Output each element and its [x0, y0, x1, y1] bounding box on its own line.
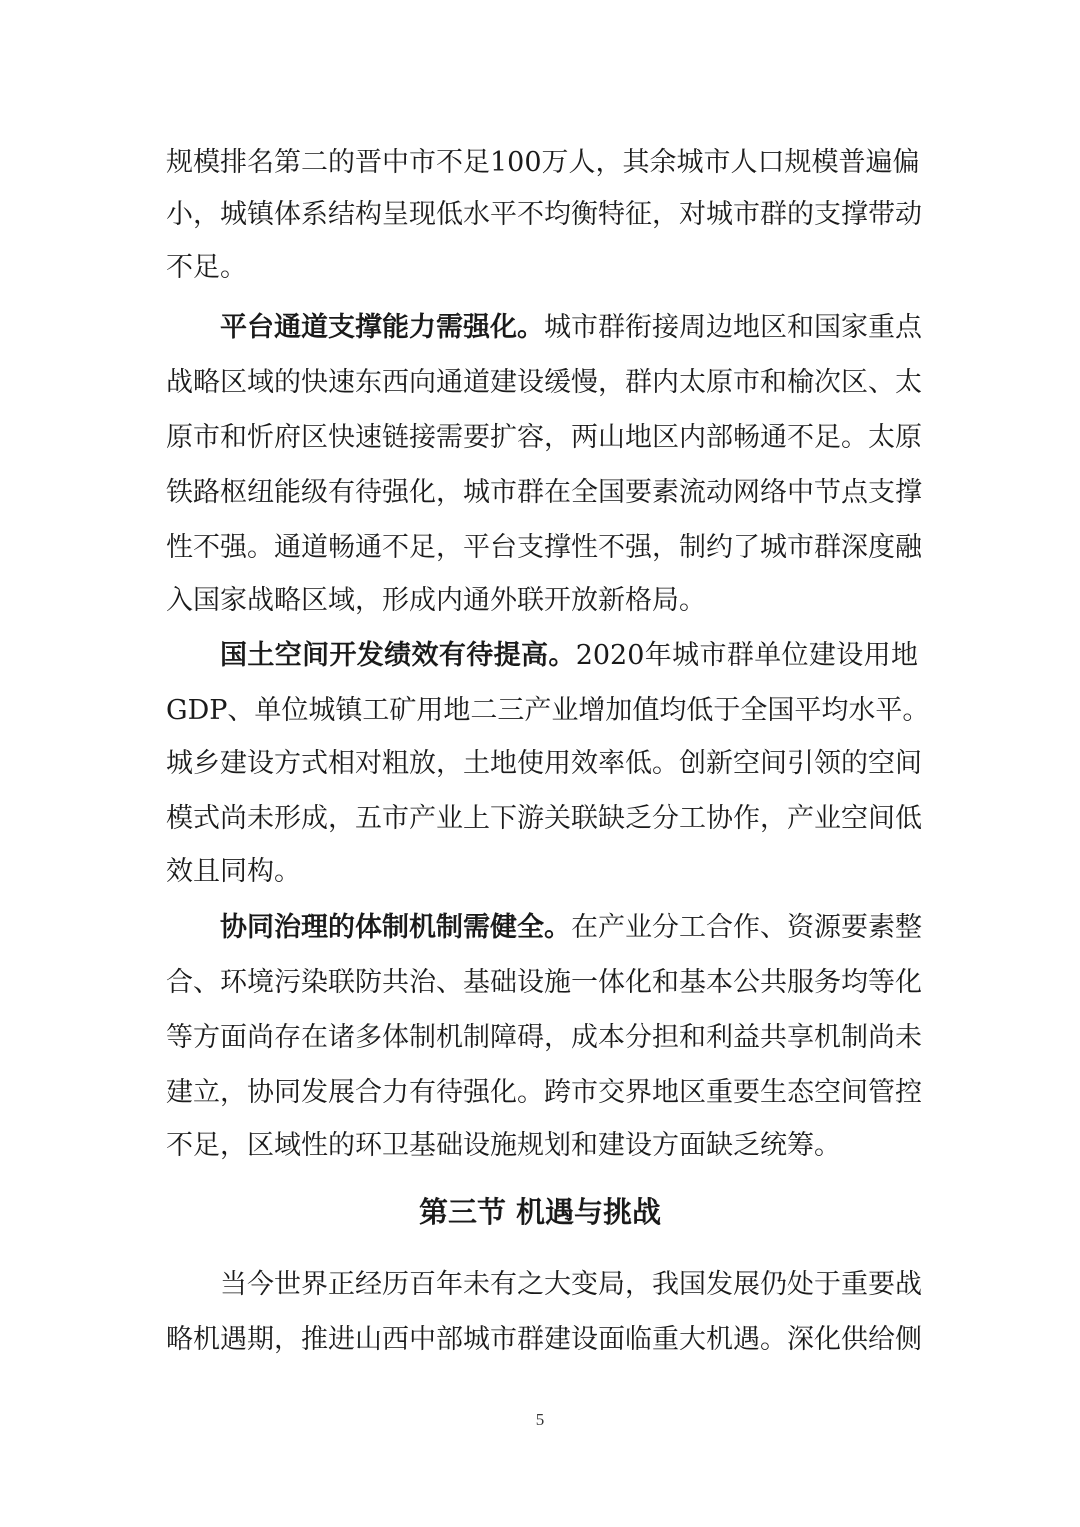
paragraph-4-line-5: 不足，区域性的环卫基础设施规划和建设方面缺乏统筹。 — [166, 1130, 841, 1161]
paragraph-2-line-4: 铁路枢纽能级有待强化，城市群在全国要素流动网络中节点支撑 — [166, 477, 922, 508]
paragraph-3-line-2: GDP、单位城镇工矿用地二三产业增加值均低于全国平均水平。 — [166, 695, 930, 726]
paragraph-3-line-5: 效且同构。 — [166, 856, 301, 887]
paragraph-1-line-2: 小，城镇体系结构呈现低水平不均衡特征，对城市群的支撑带动 — [166, 199, 922, 230]
paragraph-2-lead: 平台通道支撑能力需强化。 — [220, 312, 544, 343]
paragraph-4-line-1 — [220, 911, 922, 945]
paragraph-2-line-5: 性不强。通道畅通不足，平台支撑性不强，制约了城市群深度融 — [166, 532, 922, 563]
paragraph-1-line-1: 规模排名第二的晋中市不足100万人，其余城市人口规模普遍偏 — [166, 147, 920, 178]
paragraph-4-line-1-text: 在产业分工合作、资源要素整 — [571, 912, 922, 943]
paragraph-5-line-2: 略机遇期，推进山西中部城市群建设面临重大机遇。深化供给侧 — [166, 1324, 922, 1355]
paragraph-1-line-3: 不足。 — [166, 252, 247, 283]
paragraph-3-line-1-text: 2020年城市群单位建设用地 — [575, 640, 919, 671]
page-number: 5 — [535, 1410, 545, 1429]
paragraph-3-line-4: 模式尚未形成，五市产业上下游关联缺乏分工协作，产业空间低 — [166, 803, 922, 834]
paragraph-2-line-6: 入国家战略区域，形成内通外联开放新格局。 — [166, 585, 706, 616]
paragraph-4-line-2: 合、环境污染联防共治、基础设施一体化和基本公共服务均等化 — [166, 967, 922, 998]
paragraph-4-line-4: 建立，协同发展合力有待强化。跨市交界地区重要生态空间管控 — [166, 1077, 922, 1108]
paragraph-2-line-1 — [220, 311, 922, 345]
paragraph-2-line-3: 原市和忻府区快速链接需要扩容，两山地区内部畅通不足。太原 — [166, 422, 922, 453]
paragraph-3-line-3: 城乡建设方式相对粗放，土地使用效率低。创新空间引领的空间 — [166, 748, 922, 779]
paragraph-2-line-1-text: 城市群衔接周边地区和国家重点 — [544, 312, 922, 343]
section-heading: 第三节 机遇与挑战 — [418, 1195, 662, 1229]
paragraph-2-line-2: 战略区域的快速东西向通道建设缓慢，群内太原市和榆次区、太 — [166, 367, 922, 398]
paragraph-4-lead: 协同治理的体制机制需健全。 — [220, 912, 571, 943]
paragraph-4-line-3: 等方面尚存在诸多体制机制障碍，成本分担和利益共享机制尚未 — [166, 1022, 922, 1053]
paragraph-3-lead: 国土空间开发绩效有待提高。 — [220, 640, 576, 671]
paragraph-3-line-1 — [220, 639, 918, 673]
paragraph-5-line-1: 当今世界正经历百年未有之大变局，我国发展仍处于重要战 — [220, 1269, 922, 1300]
